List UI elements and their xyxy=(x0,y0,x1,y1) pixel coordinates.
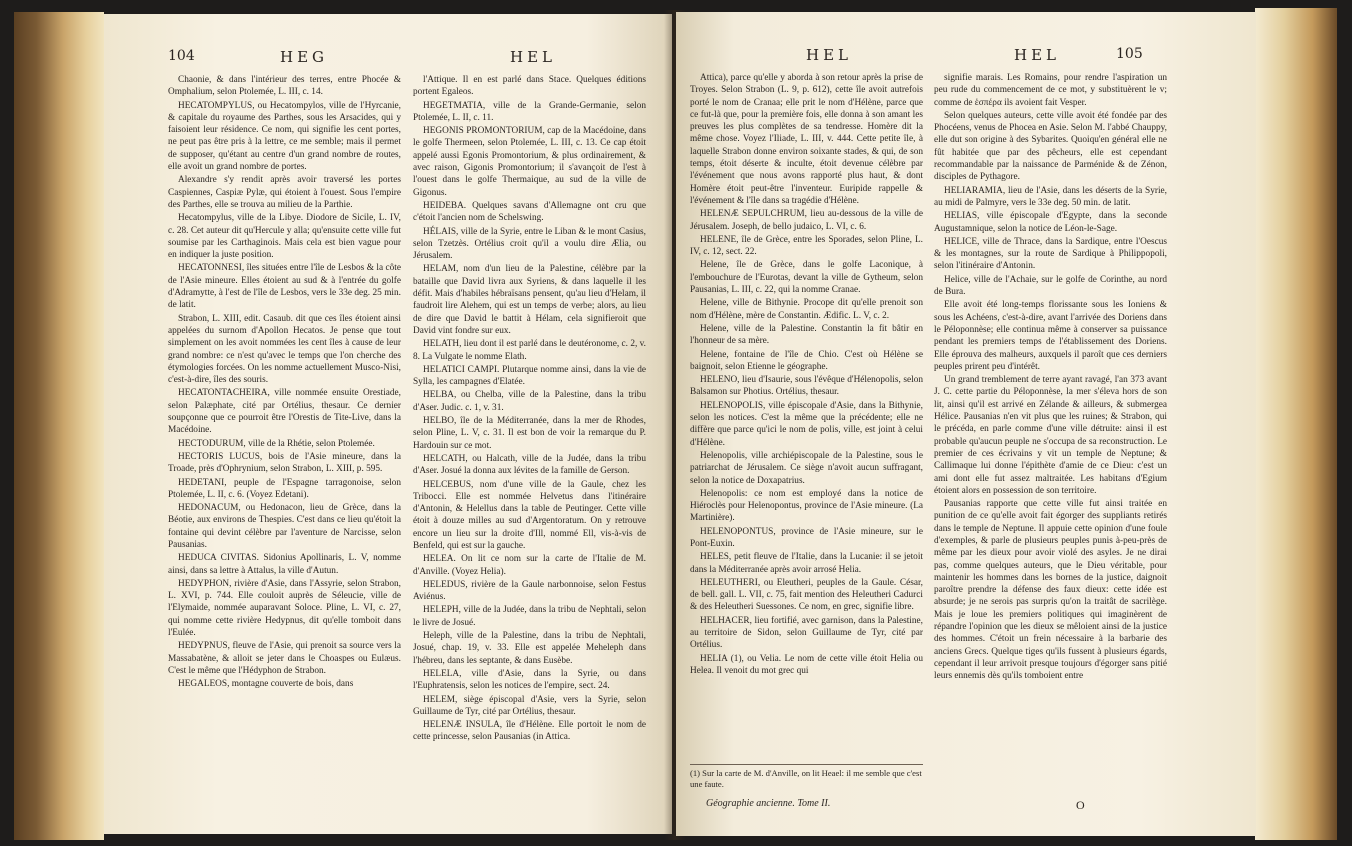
entry-text: HELCATH, ou Halcath, ville de la Judée, dans la tribu d'Aser. Josué la donna aux lévites de la famille de Gerson. xyxy=(413,453,646,477)
entry-text: HELENÆ SEPULCHRUM, lieu au-dessous de la ville de Jérusalem. Joseph, de bello judaico, L. VI, c. 6. xyxy=(690,209,923,232)
entry-text: HELIARAMIA, lieu de l'Asie, dans les déserts de la Syrie, au midi de Palmyre, vers le 33e deg. 50 min. de latit. xyxy=(934,185,1167,208)
entry-text: HELATH, lieu dont il est parlé dans le deutéronome, c. 2, v. 8. La Vulgate le nomme Elath. xyxy=(413,339,646,362)
right-page-column-1 xyxy=(690,72,923,678)
right-running-head-right: HEL xyxy=(1014,46,1060,64)
left-page-column-1 xyxy=(168,74,401,692)
entry-text: HECTODURUM, ville de la Rhétie, selon Ptolemée. xyxy=(178,438,375,449)
entry-text: Helenopolis, ville archiépiscopale de la Palestine, sous le patriarchat de Jérusalem. Ce siège n'avoit aucun suffragant, selon la notice de Doxapatrius. xyxy=(690,450,923,486)
footnote: (1) Sur la carte de M. d'Anville, on lit Heael: il me semble que c'est une faute. xyxy=(690,768,922,789)
entry-text: HELEDUS, rivière de la Gaule narbonnoise, selon Festus Aviénus. xyxy=(413,579,646,603)
signature-mark: O xyxy=(1076,798,1085,812)
right-page-column-2 xyxy=(934,72,1167,684)
entry-text: HEDUCA CIVITAS. Sidonius Apollinaris, L. V, nomme ainsi, dans sa lettre à Attalus, la ville d'Autun. xyxy=(168,553,401,576)
entry-text: HÉLAIS, ville de la Syrie, entre le Liban & le mont Casius, selon Tzetzès. Ortélius croit qu'il a voulu dire Ælia, ou Jérusalem. xyxy=(413,226,646,262)
entry-text: HELENE, île de Grèce, entre les Sporades, selon Pline, L. IV, c. 12, sect. 22. xyxy=(690,234,923,258)
entry-text: HELIAS, ville épiscopale d'Egypte, dans la seconde Augustamnique, selon la notice de Léon-le-Sage. xyxy=(934,211,1167,234)
entry-text: HELICE, ville de Thrace, dans la Sardique, entre l'Oescus & les montagnes, sur la route de Sardique à Philippopoli, selon l'itinéraire d'Antonin. xyxy=(934,236,1167,272)
entry-text: Un grand tremblement de terre ayant ravagé, l'an 373 avant J. C. cette partie du Péloponnèse, la mer s'éleva hors de son lit, ainsi qu'il est arrivé en Zélande & ailleurs, & submergea Hélice. Pausanias n'en vit plus que les ruines; & Strabon, qui le précéda, en parle comme d'une ville détruite: ainsi il est probable qu'aucun peuple ne s'occupa de sa reconstruction. Le premier de ces écrivains y vit un temple de Neptune; & Callimaque lui donne l'épithète d'amie de ce Dieu: c'est un ami dont elle fut assez maltraitée. Les habitans d'Egium étoient alors en possession de son territoire. xyxy=(934,375,1167,496)
entry-text: HELEA. On lit ce nom sur la carte de l'Italie de M. d'Anville. (Voyez Helia). xyxy=(413,554,646,577)
right-running-head-left: HEL xyxy=(806,46,852,64)
entry-text: HELEM, siège épiscopal d'Asie, vers la Syrie, selon Guillaume de Tyr, cité par Ortélius, thesaur. xyxy=(413,694,646,717)
entry-text: HELHACER, lieu fortifié, avec garnison, dans la Palestine, au territoire de Sidon, selon Guillaume de Tyr, cité par Ortélius. xyxy=(690,615,923,651)
footnote-rule xyxy=(690,764,923,765)
entry-text: Helice, ville de l'Achaie, sur le golfe de Corinthe, au nord de Bura. xyxy=(934,274,1167,298)
right-page xyxy=(676,12,1256,836)
entry-text: HELBA, ou Chelba, ville de la Palestine, dans la tribu d'Aser. Judic. c. 1, v. 31. xyxy=(413,390,646,413)
entry-text: Chaonie, & dans l'intérieur des terres, entre Phocée & Omphalium, selon Ptolemée, L. III, c. 14. xyxy=(168,75,401,98)
entry-text: HEGONIS PROMONTORIUM, cap de la Macédoine, dans le golfe Thermeen, selon Ptolemée, L. III, c. 13. Ce cap étoit appelé aussi Egonis Promontorium, & plus ordinairement, & avec raison, Gigonis Promontorium; il s'avançoit de l'est à l'ouest dans le golfe Thermaique, au sud de la ville de Gigonus. xyxy=(413,126,646,198)
entry-text: l'Attique. Il en est parlé dans Stace. Quelques éditions portent Egaleos. xyxy=(413,75,646,98)
entry-text: Attica), parce qu'elle y aborda à son retour après la prise de Troyes. Selon Strabon (L. 9, p. 612), cette île avoit autrefois porté le nom de Cranaa; elle prit le nom d'Hélène, parce que ce fut-là que, pour la première fois, elle donna à son amant les preuves les plus complètes de sa tendresse. Homère dit la même chose. Voyez l'Iliade, L. III, v. 444. Cette petite île, à laquelle Strabon donne environ soixante stades, & qui, de son temps, étoit déserte & inculte, étoit devenue célèbre par l'événement que nous avons rapporté plus haut, & dont Homère étoit peut-être l'inventeur. Euripide rappelle & l'événement & l'île dans sa tragédie d'Hélène. xyxy=(690,73,923,206)
right-page-number: 105 xyxy=(1116,46,1143,62)
entry-text: HEDYPHON, rivière d'Asie, dans l'Assyrie, selon Strabon, L. XVI, p. 744. Elle couloit auprès de Séleucie, ville de l'Elymaide, nommée auparavant Soloce. Pline, L. VI, c. 27, qui nomme cette rivière Hedypnus, dit qu'elle tomboit dans l'Eulée. xyxy=(168,578,401,639)
entry-text: Heleph, ville de la Palestine, dans la tribu de Nephtali, Josué, chap. 19, v. 33. Elle est appelée Meheleph dans l'hébreu, dans les septante, & dans Eusèbe. xyxy=(413,631,646,666)
entry-text: HEDONACUM, ou Hedonacon, lieu de Grèce, dans la Béotie, aux environs de Thespies. C'est dans ce lieu qu'étoit la fontaine qui devint célèbre par l'aventure de Narcisse, selon Pausanias. xyxy=(168,503,401,550)
signature-line: Géographie ancienne. Tome II. xyxy=(706,798,831,809)
entry-text: Helene, fontaine de l'île de Chio. C'est où Hélène se baignoit, selon Etienne le géographe. xyxy=(690,349,923,372)
entry-text: Helene, ville de Bithynie. Procope dit qu'elle prenoit son nom d'Hélène, mère de Constantin. Ædific. L. V, c. 2. xyxy=(690,298,923,321)
left-page-edges xyxy=(14,12,104,840)
entry-text: HELELA, ville d'Asie, dans la Syrie, ou dans l'Euphratensis, selon les notices de l'empire, sect. 24. xyxy=(413,668,646,692)
entry-text: HEIDEBA. Quelques savans d'Allemagne ont cru que c'étoit l'ancien nom de Schelswing. xyxy=(413,200,646,224)
entry-text: Helene, île de Grèce, dans le golfe Laconique, à l'embouchure de l'Eurotas, devant la ville de Gytheum, selon Pausanias, L. III, c. 22, qui la nomme Cranae. xyxy=(690,260,923,296)
right-page-edges xyxy=(1255,8,1337,840)
entry-text: Hecatompylus, ville de la Libye. Diodore de Sicile, L. IV, c. 28. Cet auteur dit qu'Hercule y alla; qu'ensuite cette ville fut soumise par les Carthaginois. Mais cela est bien vague pour en indiquer la juste position. xyxy=(168,213,401,261)
entry-text: HEDYPNUS, fleuve de l'Asie, qui prenoit sa source vers la Massabatène, & alloit se jeter dans le Choaspes ou Eulæus. C'est le même que l'Hédyphon de Strabon. xyxy=(168,641,401,676)
entry-text: HELATICI CAMPI. Plutarque nomme ainsi, dans la vie de Sylla, les campagnes d'Elatée. xyxy=(413,364,646,388)
entry-text: Helenopolis: ce nom est employé dans la notice de Hiéroclès pour Helenopontus, province de l'Asie mineure. (La Martinière). xyxy=(690,488,923,524)
entry-text: Selon quelques auteurs, cette ville avoit été fondée par des Phocéens, venus de Phocea en Asie. Selon M. l'abbé Chauppy, elle dut son origine à des Sybarites. Quoiqu'en général elle ne fût habitée que par des pêcheurs, elle est cependant recommandable par la naissance de Parménide & de Zénon, disciples de Pythagore. xyxy=(934,110,1167,183)
entry-text: HELENO, lieu d'Isaurie, sous l'évêque d'Hélenopolis, selon Balsamon sur Photius. Ortélius, thesaur. xyxy=(690,375,923,398)
entry-text: HEGALEOS, montagne couverte de bois, dans xyxy=(178,679,354,690)
entry-text: HELBO, île de la Méditerranée, dans la mer de Rhodes, selon Pline, L. V, c. 31. Il est bon de voir la remarque du P. Hardouin sur ce mot. xyxy=(413,416,646,451)
entry-text: HELENOPONTUS, province de l'Asie mineure, sur le Pont-Euxin. xyxy=(690,526,923,549)
entry-text: HELCEBUS, nom d'une ville de la Gaule, chez les Tribocci. Elle est nommée Helvetus dans l'itinéraire d'Antonin, & Helellus dans la table de Peutinger. Cette ville étoit à douze milles au sud d'Argentoratum. On y retrouve encore un lieu sur la droite d'Ill, nommé Ell, vis-à-vis de Benfeld, qui est sur la gauche. xyxy=(413,479,646,551)
entry-text: HELEUTHERI, ou Eleutheri, peuples de la Gaule. César, de bell. gall. L. VII, c. 75, fait mention des Heleutheri Cadurci & des Heleutheri Suessones. Ce nom, en grec, signifie libre. xyxy=(690,577,923,613)
entry-text: HELIA (1), ou Velia. Le nom de cette ville étoit Helia ou Helea. Il venoit du mot grec qui xyxy=(690,653,923,676)
entry-text: HECATOMPYLUS, ou Hecatompylos, ville de l'Hyrcanie, & capitale du royaume des Parthes, sous les Arsacides, qui y faisoient leur résidence. Ce nom, qui signifie les cent portes, ne peut pas être pris à la lettre, ce me semble; mais il permet de supposer, qu'étant au centre d'un grand nombre de routes, elle avoit un grand nombre de portes. xyxy=(168,100,401,173)
entry-text: Pausanias rapporte que cette ville fut ainsi traitée en punition de ce qu'elle avoit fait égorger des suppliants retirés dans le temple de Neptune. Il appuie cette opinion d'une foule d'exemples, & parle de plusieurs peuples punis à-peu-près de même par les dieux pour avoir violé des asyles. Je ne dirai pas, comme quelques auteurs, que le Dieu véritable, pour maintenir les hommes dans les bornes de la justice, daignoit paroître prendre la défense des faux dieux: cette idée est absurde; je ne serois pas surpris qu'on la traitât de sacrilège. Mais je loue les premiers politiques qui imaginèrent de répandre l'opinion que les dieux se mêloient ainsi de la justice des hommes. C'étoit un frein nécessaire à la barbarie des anciens Grecs. Quelque tiges qu'ils fussent à plusieurs égards, cependant il leur arrivoit presque toujours d'égorger sans pitié leurs ennemis dès qu'ils tomboient entre xyxy=(934,499,1167,682)
left-page xyxy=(104,14,672,834)
entry-text: HEDETANI, peuple de l'Espagne tarragonoise, selon Ptolemée, L. II, c. 6. (Voyez Edetani). xyxy=(168,477,401,500)
entry-text: Strabon, L. XIII, edit. Casaub. dit que ces îles étoient ainsi appelées du surnom d'Apollon Hecatos. Je pense que tout simplement on les avoit nommées les cent îles à cause de leur grand nombre: ce n'est qu'avec le temps que l'on cherche des étymologies forcées. On les nomme actuellement Musco-Nisi, c'est-à-dire, îles des souris. xyxy=(168,313,401,386)
entry-text: HEGETMATIA, ville de la Grande-Germanie, selon Ptolemée, L. II, c. 11. xyxy=(413,100,646,123)
entry-text: signifie marais. Les Romains, pour rendre l'aspiration un peu rude du commencement de ce mot, y substituèrent le v; comme de ἑσπέρα ils avoient fait Vesper. xyxy=(934,73,1167,108)
entry-text: HECTORIS LUCUS, bois de l'Asie mineure, dans la Troade, près d'Ophrynium, selon Strabon, L. XIII, p. 595. xyxy=(168,451,401,475)
entry-text: HELEPH, ville de la Judée, dans la tribu de Nephtali, selon le livre de Josué. xyxy=(413,605,646,628)
left-running-head-left: HEG xyxy=(280,48,329,66)
entry-text: HECATONNESI, îles situées entre l'île de Lesbos & la côte de l'Asie mineure. Elles étoient au sud & à l'entrée du golfe d'Adramytte, à l'est de l'île de Lesbos, vers le 33e deg. 25 min. de latit. xyxy=(168,263,401,311)
entry-text: HELAM, nom d'un lieu de la Palestine, célèbre par la bataille que David livra aux Syriens, & dans laquelle il les défit. Mais d'habiles hébraïsans pensent, qu'au lieu d'Helam, il faudroit lire Alehem, qui est un temps de verbe; alors, au lieu de dire que David le battit à Hélam, cela signifieroit que David vint fondre sur eux. xyxy=(413,264,646,336)
entry-text: Elle avoit été long-temps florissante sous les Ioniens & sous les Achéens, c'est-à-dire, avant l'arrivée des Doriens dans le Péloponnèse; elle continua même à conserver sa puissance pendant les premiers temps de l'établissement des Doriens. Elle éprouva des malheurs, auxquels il paroît que ces derniers peuples prirent peu d'intérêt. xyxy=(934,300,1167,372)
left-page-column-2 xyxy=(413,74,646,745)
entry-text: HECATONTACHEIRA, ville nommée ensuite Orestiade, selon Palæphate, cité par Ortélius, thesaur. Ce dernier soupçonne que ce pourroit être l'Orestis de Tite-Live, dans la Macédoine. xyxy=(168,388,401,436)
left-running-head-right: HEL xyxy=(510,48,556,66)
entry-text: HELES, petit fleuve de l'Italie, dans la Lucanie: il se jetoit dans la Méditerranée après avoir arrosé Helia. xyxy=(690,552,923,575)
entry-text: Helene, ville de la Palestine. Constantin la fit bâtir en l'honneur de sa mère. xyxy=(690,323,923,347)
entry-text: HELENOPOLIS, ville épiscopale d'Asie, dans la Bithynie, selon les notices. C'est la même que la précédente; elle ne diffère que parce qu'ici le nom de polis, ville, est joint à celui d'Hélène. xyxy=(690,400,923,448)
entry-text: Alexandre s'y rendit après avoir traversé les portes Caspiennes, Caspiæ Pylæ, qui étoient à l'ouest. Sous l'empire des Parthes, elle se trouva au milieu de la Parthie. xyxy=(168,175,401,210)
entry-text: HELENÆ INSULA, île d'Hélène. Elle portoit le nom de cette princesse, selon Pausanias (in Attica. xyxy=(413,720,646,743)
left-page-number: 104 xyxy=(168,48,195,64)
